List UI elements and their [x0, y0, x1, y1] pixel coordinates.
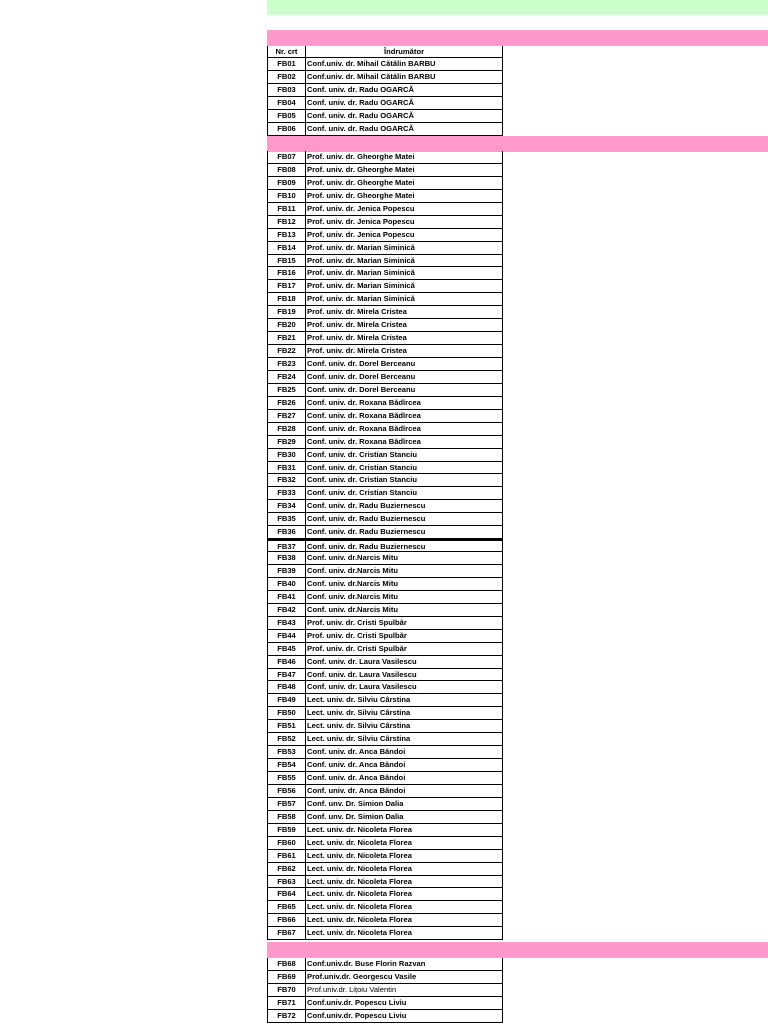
cell-nr-crt: FB28 — [267, 423, 306, 436]
table-row — [267, 436, 503, 449]
cell-nr-crt: FB46 — [267, 656, 306, 669]
table-row — [267, 513, 503, 526]
cell-nr-crt: FB59 — [267, 824, 306, 837]
cell-nr-crt: FB07 — [267, 151, 306, 164]
table-row — [267, 397, 503, 410]
cell-indrumator: Conf. univ. dr. Roxana Bădîrcea — [306, 397, 503, 410]
cell-nr-crt: FB20 — [267, 319, 306, 332]
cell-indrumator: Lect. univ. dr. Silviu Cârstina — [306, 733, 503, 746]
cell-nr-crt: FB09 — [267, 177, 306, 190]
cell-indrumator: Lect. univ. dr. Nicoleta Florea — [306, 927, 503, 940]
cell-nr-crt: FB15 — [267, 255, 306, 268]
cell-indrumator: Conf. univ. dr. Radu Buziernescu — [306, 513, 503, 526]
cell-indrumator: Prof. univ. dr. Cristi Spulbăr — [306, 617, 503, 630]
table-section-2 — [267, 151, 503, 940]
cell-nr-crt: FB61 — [267, 850, 306, 863]
cell-nr-crt: FB62 — [267, 863, 306, 876]
table-row — [267, 487, 503, 500]
cell-nr-crt: FB63 — [267, 876, 306, 889]
cell-indrumator: Conf. univ. dr. Radu OGARCĂ — [306, 84, 503, 97]
table-row — [267, 863, 503, 876]
cell-nr-crt: FB43 — [267, 617, 306, 630]
cell-indrumator: Conf. univ. dr.Narcis Mitu — [306, 591, 503, 604]
cell-nr-crt: FB23 — [267, 358, 306, 371]
table-row — [267, 694, 503, 707]
cell-indrumator: Lect. univ. dr. Nicoleta Florea — [306, 837, 503, 850]
table-row — [267, 565, 503, 578]
table-row — [267, 151, 503, 164]
cell-nr-crt: FB06 — [267, 123, 306, 136]
cell-nr-crt: FB72 — [267, 1010, 306, 1023]
cell-nr-crt: FB42 — [267, 604, 306, 617]
cell-nr-crt: FB35 — [267, 513, 306, 526]
table-body-2 — [267, 151, 503, 940]
table-row — [267, 901, 503, 914]
cell-indrumator: Conf.univ. dr. Mihail Cătălin BARBU — [306, 58, 503, 71]
table-row — [267, 617, 503, 630]
table-row — [267, 423, 503, 436]
cell-indrumator: Prof. univ. dr. Marian Siminică — [306, 242, 503, 255]
cell-indrumator: Prof. univ. dr. Jenica Popescu — [306, 216, 503, 229]
cell-nr-crt: FB37 — [267, 539, 306, 552]
cell-indrumator: Prof. univ. dr. Mirela Cristea — [306, 306, 503, 319]
cell-indrumator: Conf. univ. dr. Cristian Stanciu — [306, 462, 503, 475]
cell-indrumator: Prof. univ. dr. Gheorghe Matei — [306, 190, 503, 203]
cell-indrumator: Lect. univ. dr. Nicoleta Florea — [306, 824, 503, 837]
group-band-2 — [267, 136, 768, 152]
table-row — [267, 811, 503, 824]
table-row — [267, 971, 503, 984]
cell-nr-crt: FB56 — [267, 785, 306, 798]
table-row — [267, 474, 503, 487]
cell-nr-crt: FB05 — [267, 110, 306, 123]
cell-nr-crt: FB10 — [267, 190, 306, 203]
header-nr-crt: Nr. crt — [267, 44, 306, 58]
cell-nr-crt: FB44 — [267, 630, 306, 643]
table-row — [267, 216, 503, 229]
cell-indrumator: Conf. univ. dr. Laura Vasilescu — [306, 681, 503, 694]
cell-indrumator: Prof.univ.dr. Georgescu Vasile — [306, 971, 503, 984]
cell-nr-crt: FB36 — [267, 526, 306, 539]
cell-indrumator: Prof. univ. dr. Mirela Cristea — [306, 319, 503, 332]
cell-nr-crt: FB01 — [267, 58, 306, 71]
cell-indrumator: Conf. univ. dr. Dorel Berceanu — [306, 371, 503, 384]
table-row — [267, 358, 503, 371]
cell-nr-crt: FB48 — [267, 681, 306, 694]
table-row — [267, 164, 503, 177]
group-band-3 — [267, 942, 768, 958]
table-row — [267, 123, 503, 136]
table-row — [267, 927, 503, 940]
cell-nr-crt: FB41 — [267, 591, 306, 604]
cell-nr-crt: FB54 — [267, 759, 306, 772]
cell-nr-crt: FB47 — [267, 669, 306, 682]
table-row — [267, 914, 503, 927]
table-row — [267, 319, 503, 332]
cell-indrumator: Conf. univ. dr. Roxana Bădîrcea — [306, 410, 503, 423]
cell-indrumator: Prof. univ. dr. Marian Siminică — [306, 293, 503, 306]
cell-nr-crt: FB19 — [267, 306, 306, 319]
table-row — [267, 759, 503, 772]
cell-indrumator: Prof. univ. dr. Gheorghe Matei — [306, 164, 503, 177]
cell-indrumator: Conf.univ. dr. Mihail Cătălin BARBU — [306, 71, 503, 84]
cell-nr-crt: FB34 — [267, 500, 306, 513]
table-row — [267, 630, 503, 643]
cell-nr-crt: FB04 — [267, 97, 306, 110]
table-row — [267, 539, 503, 552]
cell-indrumator: Conf. univ. dr. Radu Buziernescu — [306, 500, 503, 513]
cell-nr-crt: FB68 — [267, 958, 306, 971]
cell-indrumator: Lect. univ. dr. Nicoleta Florea — [306, 901, 503, 914]
cell-indrumator: Conf. unv. Dr. Simion Dalia — [306, 798, 503, 811]
table-row — [267, 984, 503, 997]
table-row — [267, 578, 503, 591]
cell-indrumator: Lect. univ. dr. Nicoleta Florea — [306, 914, 503, 927]
table-row — [267, 242, 503, 255]
cell-indrumator: Prof. univ. dr. Marian Siminică — [306, 255, 503, 268]
cell-indrumator: Prof. univ. dr. Mirela Cristea — [306, 332, 503, 345]
cell-nr-crt: FB17 — [267, 280, 306, 293]
table-row — [267, 681, 503, 694]
cell-indrumator: Conf. univ. dr. Radu OGARCĂ — [306, 110, 503, 123]
cell-nr-crt: FB45 — [267, 643, 306, 656]
table-row — [267, 837, 503, 850]
table-row — [267, 997, 503, 1010]
table-row — [267, 177, 503, 190]
table-section-3 — [267, 958, 503, 1023]
table-row — [267, 449, 503, 462]
table-row — [267, 798, 503, 811]
table-row — [267, 526, 503, 539]
cell-indrumator: Lect. univ. dr. Nicoleta Florea — [306, 876, 503, 889]
table-row — [267, 203, 503, 216]
table-row — [267, 410, 503, 423]
table-row — [267, 876, 503, 889]
cell-nr-crt: FB13 — [267, 229, 306, 242]
table-row — [267, 958, 503, 971]
cell-nr-crt: FB14 — [267, 242, 306, 255]
cell-nr-crt: FB08 — [267, 164, 306, 177]
cell-indrumator: Prof. univ. dr. Gheorghe Matei — [306, 177, 503, 190]
table-body-3 — [267, 958, 503, 1023]
cell-nr-crt: FB12 — [267, 216, 306, 229]
cell-indrumator: Prof.univ.dr. Lițoiu Valentin — [306, 984, 503, 997]
table-row — [267, 643, 503, 656]
table-row — [267, 229, 503, 242]
cell-indrumator: Conf. univ. dr.Narcis Mitu — [306, 578, 503, 591]
cell-indrumator: Prof. univ. dr. Marian Siminică — [306, 267, 503, 280]
cell-nr-crt: FB38 — [267, 552, 306, 565]
cell-indrumator: Lect. univ. dr. Silviu Cârstina — [306, 694, 503, 707]
table-row — [267, 1010, 503, 1023]
table-row — [267, 669, 503, 682]
cell-indrumator: Conf. univ. dr.Narcis Mitu — [306, 604, 503, 617]
cell-nr-crt: FB30 — [267, 449, 306, 462]
cell-indrumator: Lect. univ. dr. Nicoleta Florea — [306, 888, 503, 901]
table-row — [267, 110, 503, 123]
cell-indrumator: Conf. univ. dr. Dorel Berceanu — [306, 384, 503, 397]
table-row — [267, 888, 503, 901]
table-row — [267, 746, 503, 759]
cell-indrumator: Prof. univ. dr. Cristi Spulbăr — [306, 630, 503, 643]
cell-nr-crt: FB57 — [267, 798, 306, 811]
cell-indrumator: Conf. univ. dr. Radu OGARCĂ — [306, 97, 503, 110]
cell-nr-crt: FB32 — [267, 474, 306, 487]
cell-nr-crt: FB51 — [267, 720, 306, 733]
cell-indrumator: Lect. univ. dr. Nicoleta Florea — [306, 850, 503, 863]
cell-indrumator: Conf. unv. Dr. Simion Dalia — [306, 811, 503, 824]
table-row — [267, 97, 503, 110]
cell-indrumator: Conf.univ.dr. Popescu Liviu — [306, 997, 503, 1010]
cell-indrumator: Conf.univ.dr. Popescu Liviu — [306, 1010, 503, 1023]
table-row — [267, 707, 503, 720]
table-row — [267, 591, 503, 604]
cell-indrumator: Conf. univ. dr. Anca Băndoi — [306, 759, 503, 772]
cell-nr-crt: FB60 — [267, 837, 306, 850]
cell-indrumator: Conf. univ. dr. Radu Buziernescu — [306, 526, 503, 539]
table-row — [267, 656, 503, 669]
table-row — [267, 384, 503, 397]
cell-indrumator: Conf. univ. dr. Radu OGARCĂ — [306, 123, 503, 136]
cell-nr-crt: FB03 — [267, 84, 306, 97]
table-row — [267, 293, 503, 306]
table-row — [267, 306, 503, 319]
cell-nr-crt: FB24 — [267, 371, 306, 384]
table-row — [267, 720, 503, 733]
cell-indrumator: Conf. univ. dr. Cristian Stanciu — [306, 449, 503, 462]
cell-nr-crt: FB65 — [267, 901, 306, 914]
cell-indrumator: Prof. univ. dr. Marian Siminică — [306, 280, 503, 293]
cell-indrumator: Conf. univ. dr. Cristian Stanciu — [306, 487, 503, 500]
cell-nr-crt: FB55 — [267, 772, 306, 785]
cell-nr-crt: FB31 — [267, 462, 306, 475]
cell-indrumator: Prof. univ. dr. Jenica Popescu — [306, 229, 503, 242]
cell-nr-crt: FB16 — [267, 267, 306, 280]
cell-indrumator: Conf. univ. dr. Anca Băndoi — [306, 785, 503, 798]
cell-nr-crt: FB40 — [267, 578, 306, 591]
table-section-1 — [267, 44, 503, 136]
cell-nr-crt: FB70 — [267, 984, 306, 997]
cell-nr-crt: FB49 — [267, 694, 306, 707]
cell-indrumator: Conf. univ. dr. Cristian Stanciu — [306, 474, 503, 487]
cell-nr-crt: FB66 — [267, 914, 306, 927]
header-indrumator: Îndrumător — [306, 44, 503, 58]
cell-nr-crt: FB29 — [267, 436, 306, 449]
cell-nr-crt: FB11 — [267, 203, 306, 216]
cell-indrumator: Conf. univ. dr. Radu Buziernescu — [306, 539, 503, 552]
table-row — [267, 71, 503, 84]
cell-indrumator: Conf. univ. dr. Anca Băndoi — [306, 772, 503, 785]
cell-indrumator: Conf. univ. dr.Narcis Mitu — [306, 565, 503, 578]
table-row — [267, 462, 503, 475]
cell-nr-crt: FB53 — [267, 746, 306, 759]
cell-nr-crt: FB52 — [267, 733, 306, 746]
table-row — [267, 850, 503, 863]
cell-nr-crt: FB67 — [267, 927, 306, 940]
table-row — [267, 332, 503, 345]
table-row — [267, 345, 503, 358]
cell-indrumator: Conf. univ. dr. Roxana Bădîrcea — [306, 423, 503, 436]
cell-nr-crt: FB71 — [267, 997, 306, 1010]
table-row — [267, 371, 503, 384]
cell-indrumator: Prof. univ. dr. Gheorghe Matei — [306, 151, 503, 164]
cell-indrumator: Conf.univ.dr. Buse Florin Razvan — [306, 958, 503, 971]
cell-nr-crt: FB64 — [267, 888, 306, 901]
cell-indrumator: Conf. univ. dr. Anca Băndoi — [306, 746, 503, 759]
cell-indrumator: Prof. univ. dr. Jenica Popescu — [306, 203, 503, 216]
cell-nr-crt: FB25 — [267, 384, 306, 397]
cell-nr-crt: FB27 — [267, 410, 306, 423]
table-row — [267, 255, 503, 268]
cell-indrumator: Conf. univ. dr.Narcis Mitu — [306, 552, 503, 565]
table-row — [267, 58, 503, 71]
header-band — [267, 0, 768, 15]
cell-nr-crt: FB21 — [267, 332, 306, 345]
cell-indrumator: Lect. univ. dr. Nicoleta Florea — [306, 863, 503, 876]
cell-indrumator: Conf. univ. dr. Laura Vasilescu — [306, 656, 503, 669]
cell-nr-crt: FB26 — [267, 397, 306, 410]
cell-indrumator: Conf. univ. dr. Laura Vasilescu — [306, 669, 503, 682]
table-row — [267, 785, 503, 798]
cell-nr-crt: FB33 — [267, 487, 306, 500]
cell-indrumator: Prof. univ. dr. Mirela Cristea — [306, 345, 503, 358]
cell-nr-crt: FB69 — [267, 971, 306, 984]
table-row — [267, 772, 503, 785]
cell-nr-crt: FB18 — [267, 293, 306, 306]
cell-nr-crt: FB02 — [267, 71, 306, 84]
table-row — [267, 733, 503, 746]
table-row — [267, 824, 503, 837]
cell-indrumator: Lect. univ. dr. Silviu Cârstina — [306, 720, 503, 733]
table-row — [267, 267, 503, 280]
cell-nr-crt: FB22 — [267, 345, 306, 358]
cell-nr-crt: FB58 — [267, 811, 306, 824]
table-row — [267, 552, 503, 565]
cell-indrumator: Prof. univ. dr. Cristi Spulbăr — [306, 643, 503, 656]
table-header — [267, 44, 503, 58]
cell-nr-crt: FB50 — [267, 707, 306, 720]
table-body-1 — [267, 58, 503, 136]
table-row — [267, 84, 503, 97]
cell-indrumator: Conf. univ. dr. Roxana Bădîrcea — [306, 436, 503, 449]
table-row — [267, 190, 503, 203]
table-row — [267, 280, 503, 293]
cell-indrumator: Lect. univ. dr. Silviu Cârstina — [306, 707, 503, 720]
table-row — [267, 500, 503, 513]
cell-indrumator: Conf. univ. dr. Dorel Berceanu — [306, 358, 503, 371]
group-band-1 — [267, 30, 768, 46]
table-row — [267, 604, 503, 617]
cell-nr-crt: FB39 — [267, 565, 306, 578]
